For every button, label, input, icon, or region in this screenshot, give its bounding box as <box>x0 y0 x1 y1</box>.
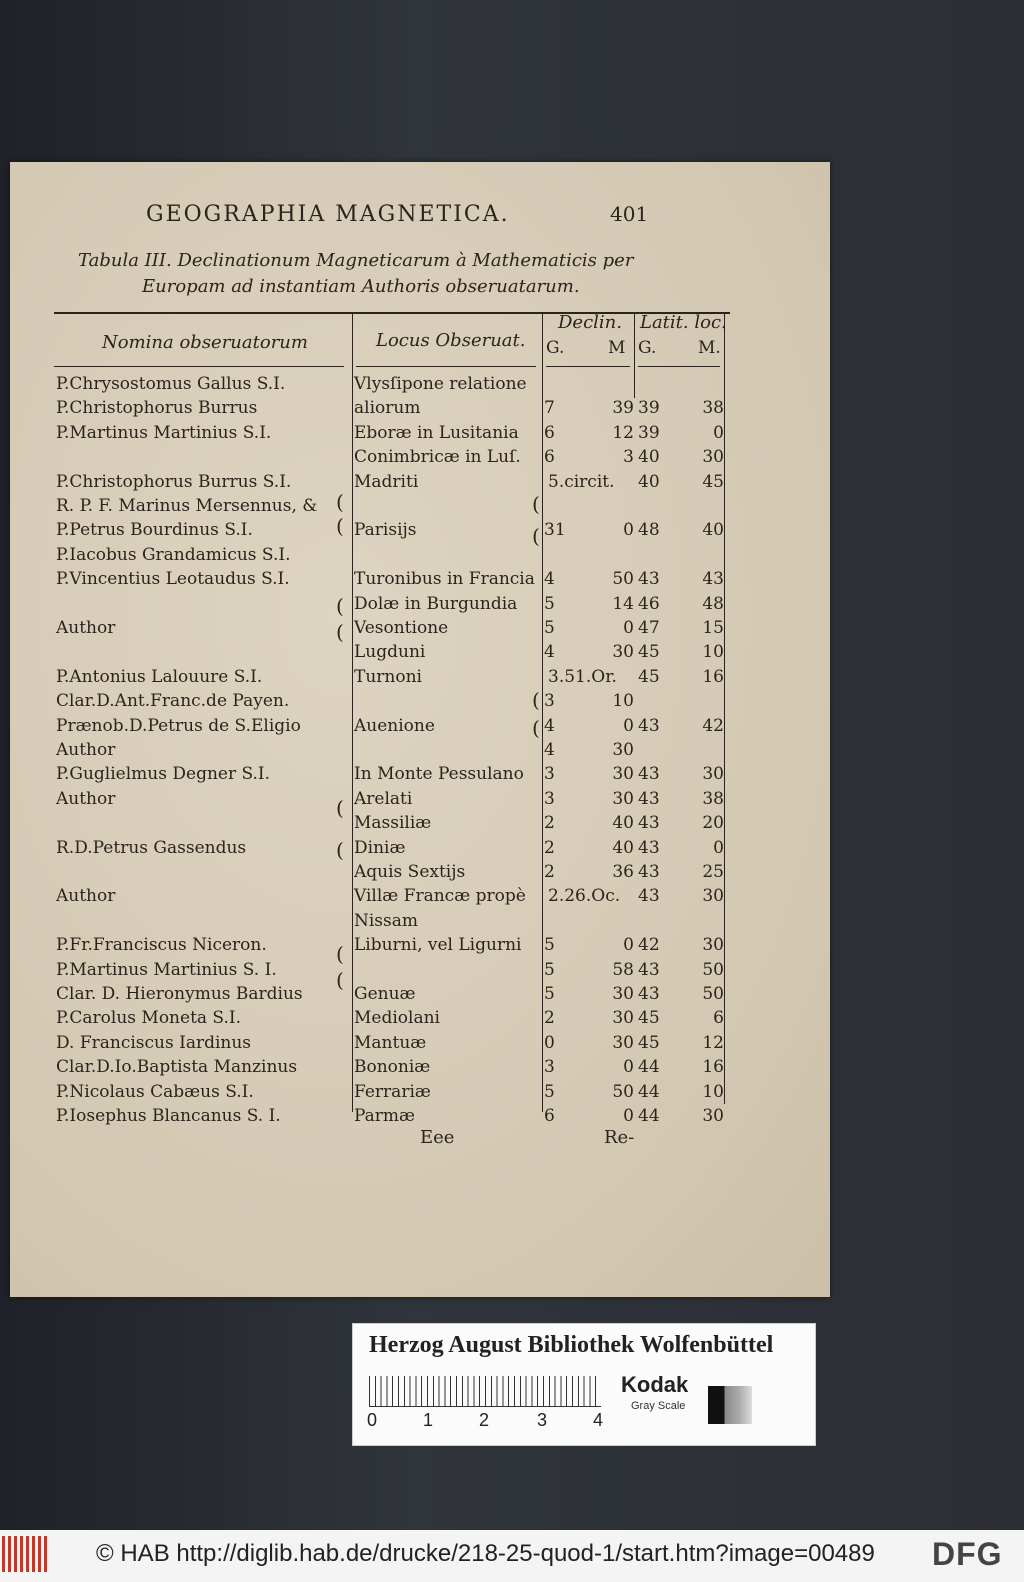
ruler-number: 0 <box>367 1410 378 1430</box>
observer-name: P.Christophorus Burrus <box>56 398 258 419</box>
observer-name: P.Carolus Moneta S.I. <box>56 1008 241 1029</box>
latitude-minutes: 0 <box>713 837 724 858</box>
latitude-degrees: 43 <box>638 715 660 736</box>
latitude-minutes: 12 <box>702 1032 724 1053</box>
latitude-degrees: 45 <box>638 642 660 663</box>
latitude-degrees: 40 <box>638 471 660 492</box>
declination-degrees: 2.26.Oc. <box>548 886 621 907</box>
latitude-degrees: 46 <box>638 593 660 614</box>
table-top-rule <box>54 312 730 314</box>
latitude-degrees: 45 <box>638 1008 660 1029</box>
latitude-minutes: 43 <box>702 569 724 590</box>
declination-minutes: 0 <box>623 520 634 541</box>
table-row <box>10 518 830 542</box>
ruler-number: 4 <box>593 1410 604 1430</box>
declination-degrees: 4 <box>544 642 555 663</box>
observer-name: P.Vincentius Leotaudus S.I. <box>56 569 290 590</box>
location-name: Arelati <box>354 788 413 809</box>
table-row <box>10 1080 830 1104</box>
declination-degrees: 6 <box>544 422 555 443</box>
latitude-degrees: 43 <box>638 788 660 809</box>
latitude-degrees: 45 <box>638 666 660 687</box>
latitude-minutes: 30 <box>702 1106 724 1126</box>
declination-minutes: 36 <box>612 862 634 882</box>
table-row <box>10 738 830 762</box>
latitude-degrees: 43 <box>638 984 660 1004</box>
declination-minutes: 30 <box>612 740 634 760</box>
dfg-logo: DFG <box>932 1536 1003 1572</box>
brace-mark: ( <box>336 594 344 618</box>
gray-scale-label: Gray Scale <box>631 1400 686 1412</box>
latitude-degrees: 43 <box>638 837 660 858</box>
hab-barcode-icon <box>2 1536 48 1572</box>
latitude-degrees: 43 <box>638 764 660 785</box>
latitude-degrees: 39 <box>638 398 660 419</box>
latitude-minutes: 50 <box>702 984 724 1004</box>
observer-name: P.Martinus Martinius S.I. <box>56 422 272 443</box>
table-row <box>10 543 830 567</box>
table-row <box>10 762 830 786</box>
latitude-degrees: 43 <box>638 959 660 980</box>
table-row <box>10 494 830 518</box>
table-row <box>10 470 830 494</box>
declination-minutes: 12 <box>612 422 634 443</box>
latitude-degrees: 43 <box>638 862 660 882</box>
declination-minutes: 50 <box>612 569 634 590</box>
location-name: Mediolani <box>354 1008 440 1029</box>
declination-degrees: 5 <box>544 593 555 614</box>
footer-bar <box>0 1530 1024 1582</box>
declination-degrees: 2 <box>544 813 555 834</box>
latitude-degrees: 43 <box>638 886 660 907</box>
location-name: Nissam <box>354 910 419 931</box>
location-name: Mantuæ <box>354 1032 427 1053</box>
table-row <box>10 909 830 933</box>
header-latit-g: G. <box>638 338 657 358</box>
latitude-minutes: 48 <box>702 593 724 614</box>
scan-reference-card <box>352 1323 816 1446</box>
declination-degrees: 4 <box>544 715 555 736</box>
latitude-minutes: 10 <box>702 1081 724 1102</box>
header-rule <box>638 366 720 367</box>
declination-degrees: 31 <box>544 520 566 541</box>
latitude-minutes: 15 <box>702 618 724 638</box>
declination-degrees: 3 <box>544 764 555 785</box>
location-name: Madriti <box>354 471 419 492</box>
latitude-degrees: 45 <box>638 1032 660 1053</box>
scale-ruler <box>369 1376 601 1407</box>
ruler-number: 3 <box>537 1410 548 1430</box>
table-row <box>10 372 830 396</box>
declination-degrees: 2 <box>544 837 555 858</box>
declination-degrees: 5 <box>544 618 555 638</box>
latitude-degrees: 43 <box>638 813 660 834</box>
brace-mark: ( <box>336 838 344 862</box>
book-page <box>10 162 830 1297</box>
table-row <box>10 640 830 664</box>
declination-minutes: 30 <box>612 984 634 1004</box>
declination-minutes: 40 <box>612 813 634 834</box>
location-name: Auenione <box>354 715 435 736</box>
ruler-number: 1 <box>423 1410 434 1430</box>
declination-degrees: 5 <box>544 959 555 980</box>
location-name: Parmæ <box>354 1106 416 1126</box>
location-name: Bononiæ <box>354 1057 431 1078</box>
table-row <box>10 445 830 469</box>
declination-minutes: 58 <box>612 959 634 980</box>
declination-degrees: 4 <box>544 569 555 590</box>
table-row <box>10 396 830 420</box>
table-row <box>10 787 830 811</box>
location-name: Genuæ <box>354 984 416 1004</box>
brace-mark: ( <box>336 942 344 966</box>
table-row <box>10 616 830 640</box>
declination-degrees: 6 <box>544 447 555 468</box>
latitude-degrees: 44 <box>638 1081 660 1102</box>
table-row <box>10 567 830 591</box>
latitude-minutes: 30 <box>702 764 724 785</box>
table-row <box>10 933 830 957</box>
gray-scale-swatch <box>708 1386 752 1424</box>
location-name: Turonibus in Francia <box>354 569 535 590</box>
declination-minutes: 0 <box>623 1057 634 1078</box>
declination-degrees: 4 <box>544 740 555 760</box>
observer-name: P.Iacobus Grandamicus S.I. <box>56 544 291 565</box>
header-rule <box>546 366 630 367</box>
declination-degrees: 3.51.Or. <box>548 666 617 687</box>
declination-degrees: 3 <box>544 1057 555 1078</box>
declination-degrees: 6 <box>544 1106 555 1126</box>
footer-url[interactable]: © HAB http://diglib.hab.de/drucke/218-25-quod-1/start.htm?image=00489 <box>96 1540 875 1567</box>
brace-mark: ( <box>532 524 540 548</box>
caption-line-2: Europam ad instantiam Authoris obseruatarum. <box>142 276 580 297</box>
location-name: Aquis Sextijs <box>354 862 466 882</box>
table-row <box>10 811 830 835</box>
location-name: Liburni, vel Ligurni <box>354 935 522 956</box>
location-name: Parisijs <box>354 520 417 541</box>
latitude-minutes: 38 <box>702 398 724 419</box>
observer-name: Clar.D.Io.Baptista Manzinus <box>56 1057 298 1078</box>
declination-minutes: 14 <box>612 593 634 614</box>
latitude-degrees: 42 <box>638 935 660 956</box>
latitude-degrees: 47 <box>638 618 660 638</box>
observer-name: P.Christophorus Burrus S.I. <box>56 471 292 492</box>
header-declin-m: M <box>608 338 626 358</box>
table-row <box>10 592 830 616</box>
latitude-minutes: 6 <box>713 1008 724 1029</box>
location-name: Turnoni <box>354 666 422 687</box>
declination-minutes: 30 <box>612 1008 634 1029</box>
caption-line-1: Tabula III. Declinationum Magneticarum à Mathematicis per <box>78 250 634 271</box>
running-head: GEOGRAPHIA MAGNETICA. <box>146 202 510 227</box>
latitude-minutes: 30 <box>702 886 724 907</box>
declination-minutes: 0 <box>623 618 634 638</box>
table-row <box>10 714 830 738</box>
declination-minutes: 30 <box>612 764 634 785</box>
latitude-minutes: 10 <box>702 642 724 663</box>
declination-minutes: 0 <box>623 935 634 956</box>
table-row <box>10 958 830 982</box>
latitude-degrees: 43 <box>638 569 660 590</box>
location-name: Conimbricæ in Luſ. <box>354 447 521 468</box>
location-name: Vlysſipone relatione <box>354 374 527 394</box>
table-row <box>10 884 830 908</box>
table-row <box>10 665 830 689</box>
declination-minutes: 0 <box>623 1106 634 1126</box>
brace-mark: ( <box>532 688 540 712</box>
table-caption <box>78 248 678 300</box>
table-row <box>10 689 830 713</box>
declination-minutes: 40 <box>612 837 634 858</box>
table-row <box>10 982 830 1006</box>
observer-name: R.D.Petrus Gassendus <box>56 837 247 858</box>
observer-name: Prænob.D.Petrus de S.Eligio <box>56 715 301 736</box>
latitude-minutes: 42 <box>702 715 724 736</box>
declination-minutes: 30 <box>612 642 634 663</box>
latitude-degrees: 44 <box>638 1106 660 1126</box>
latitude-minutes: 0 <box>713 422 724 443</box>
header-locus: Locus Obseruat. <box>376 330 526 351</box>
observer-name: Author <box>56 886 116 907</box>
declination-minutes: 50 <box>612 1081 634 1102</box>
brace-mark: ( <box>336 968 344 992</box>
observer-name: P.Petrus Bourdinus S.I. <box>56 520 253 541</box>
header-latit: Latit. loc. <box>640 312 727 333</box>
table-row <box>10 1104 830 1128</box>
declination-minutes: 39 <box>612 398 634 419</box>
observer-name: P.Iosephus Blancanus S. I. <box>56 1106 281 1126</box>
page-number: 401 <box>610 202 649 226</box>
observer-name: Author <box>56 740 116 760</box>
declination-minutes: 0 <box>623 715 634 736</box>
declination-minutes: 3 <box>623 447 634 468</box>
observer-name: D. Franciscus Iardinus <box>56 1032 252 1053</box>
brace-mark: ( <box>336 514 344 538</box>
location-name: Dolæ in Burgundia <box>354 593 518 614</box>
latitude-degrees: 48 <box>638 520 660 541</box>
latitude-minutes: 25 <box>702 862 724 882</box>
declination-degrees: 7 <box>544 398 555 419</box>
latitude-minutes: 38 <box>702 788 724 809</box>
declination-degrees: 3 <box>544 691 555 712</box>
location-name: Villæ Francæ propè <box>354 886 526 907</box>
location-name: Lugduni <box>354 642 426 663</box>
header-declin: Declin. <box>558 312 622 333</box>
brace-mark: ( <box>336 620 344 644</box>
observer-name: Clar.D.Ant.Franc.de Payen. <box>56 691 290 712</box>
declination-degrees: 2 <box>544 862 555 882</box>
observer-name: R. P. F. Marinus Mersennus, & <box>56 496 318 516</box>
kodak-logo: Kodak <box>621 1372 689 1397</box>
latitude-minutes: 16 <box>702 666 724 687</box>
header-rule <box>356 366 536 367</box>
latitude-minutes: 40 <box>702 520 724 541</box>
location-name: Diniæ <box>354 837 406 858</box>
observer-name: P.Martinus Martinius S. I. <box>56 959 277 980</box>
location-name: Ferrariæ <box>354 1081 431 1102</box>
library-name: Herzog August Bibliothek Wolfenbüttel <box>369 1332 774 1358</box>
location-name: Vesontione <box>354 618 449 638</box>
observer-name: P.Fr.Franciscus Niceron. <box>56 935 267 956</box>
table-row <box>10 1055 830 1079</box>
latitude-degrees: 44 <box>638 1057 660 1078</box>
table-row <box>10 836 830 860</box>
observer-name: Clar. D. Hieronymus Bardius <box>56 984 303 1004</box>
declination-degrees: 2 <box>544 1008 555 1029</box>
catchword: Re- <box>604 1127 635 1148</box>
declination-degrees: 5 <box>544 984 555 1004</box>
table-row <box>10 860 830 884</box>
latitude-degrees: 39 <box>638 422 660 443</box>
latitude-minutes: 45 <box>702 471 724 492</box>
declination-degrees: 3 <box>544 788 555 809</box>
brace-mark: ( <box>336 490 344 514</box>
brace-mark: ( <box>532 492 540 516</box>
table-row <box>10 421 830 445</box>
location-name: In Monte Pessulano <box>354 764 524 785</box>
observer-name: P.Nicolaus Cabæus S.I. <box>56 1081 254 1102</box>
brace-mark: ( <box>532 716 540 740</box>
location-name: Massiliæ <box>354 813 432 834</box>
location-name: Eboræ in Lusitania <box>354 422 519 443</box>
declination-degrees: 5.circit. <box>548 471 615 492</box>
header-names: Nomina obseruatorum <box>102 332 308 353</box>
latitude-minutes: 50 <box>702 959 724 980</box>
brace-mark: ( <box>336 796 344 820</box>
latitude-minutes: 20 <box>702 813 724 834</box>
declination-minutes: 30 <box>612 788 634 809</box>
declination-minutes: 10 <box>612 691 634 712</box>
declination-degrees: 0 <box>544 1032 555 1053</box>
location-name: aliorum <box>354 398 421 419</box>
header-latit-m: M. <box>698 338 721 358</box>
observer-name: P.Antonius Lalouure S.I. <box>56 666 263 687</box>
latitude-minutes: 16 <box>702 1057 724 1078</box>
ruler-number: 2 <box>479 1410 490 1430</box>
table-row <box>10 1006 830 1030</box>
observer-name: Author <box>56 618 116 638</box>
declination-degrees: 5 <box>544 935 555 956</box>
observer-name: P.Chrysostomus Gallus S.I. <box>56 374 286 394</box>
observer-name: Author <box>56 788 116 809</box>
declination-degrees: 5 <box>544 1081 555 1102</box>
latitude-minutes: 30 <box>702 935 724 956</box>
table-row <box>10 1031 830 1055</box>
latitude-degrees: 40 <box>638 447 660 468</box>
signature-mark: Eee <box>420 1127 455 1148</box>
latitude-minutes: 30 <box>702 447 724 468</box>
declination-minutes: 30 <box>612 1032 634 1053</box>
header-declin-g: G. <box>546 338 565 358</box>
header-rule <box>54 366 344 367</box>
observer-name: P.Guglielmus Degner S.I. <box>56 764 271 785</box>
